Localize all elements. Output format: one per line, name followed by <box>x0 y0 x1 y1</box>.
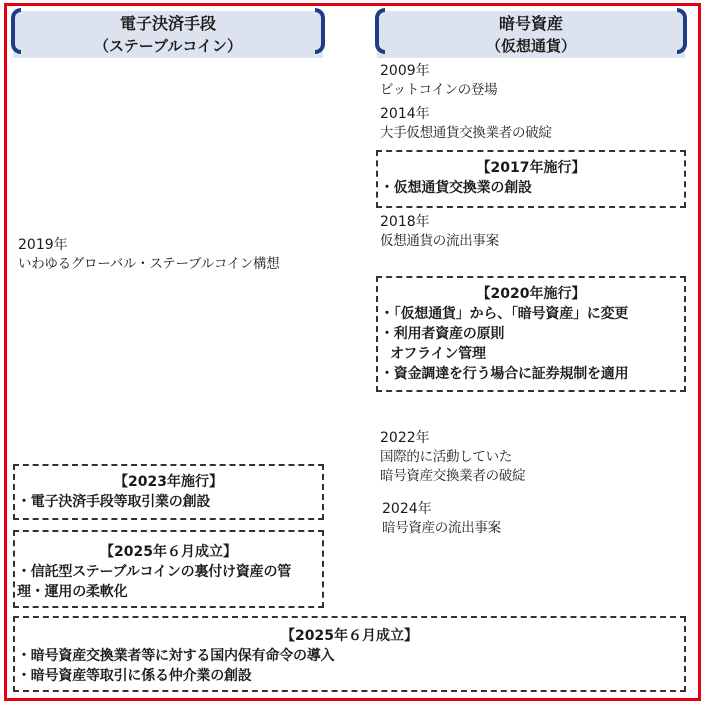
box-title: 【2023年施行】 <box>114 474 223 490</box>
box-item: オフライン管理 <box>390 346 486 362</box>
event-desc: 大手仮想通貨交換業者の破綻 <box>380 125 552 141</box>
box-item: ・電子決済手段等取引業の創設 <box>17 494 211 510</box>
left-bracket <box>11 8 21 54</box>
event-year: 2014年 <box>380 106 430 122</box>
box-item: ・暗号資産等取引に係る仲介業の創設 <box>17 668 252 684</box>
event-2024 <box>382 500 501 538</box>
right-bracket <box>315 8 325 54</box>
event-desc-line2: 暗号資産交換業者の破綻 <box>380 468 526 484</box>
header-stablecoin <box>13 11 323 58</box>
box-title: 【2017年施行】 <box>476 160 586 176</box>
right-bracket <box>677 8 687 54</box>
event-desc: 暗号資産の流出事案 <box>382 520 501 536</box>
event-2018 <box>380 213 499 251</box>
event-year: 2019年 <box>18 237 68 253</box>
header-crypto-title: 暗号資産 <box>498 14 563 33</box>
box-item: ・信託型ステーブルコインの裏付け資産の管 <box>17 564 292 580</box>
event-year: 2009年 <box>380 63 430 79</box>
box-item: ・「仮想通貨」から、「暗号資産」に変更 <box>380 306 629 322</box>
box-2025-june-enacted-crypto <box>13 616 686 692</box>
box-item: ・暗号資産交換業者等に対する国内保有命令の導入 <box>17 648 335 664</box>
event-2022 <box>380 429 525 486</box>
event-2014 <box>380 105 552 143</box>
event-2009 <box>380 62 497 100</box>
event-2019 <box>18 236 279 274</box>
header-crypto-subtitle: （仮想通貨） <box>485 37 576 55</box>
event-year: 2018年 <box>380 214 430 230</box>
box-item: ・利用者資産の原則 <box>380 326 505 342</box>
event-year: 2024年 <box>382 501 432 517</box>
header-crypto <box>377 11 685 58</box>
header-stablecoin-subtitle: （ステーブルコイン） <box>94 37 242 55</box>
header-stablecoin-title: 電子決済手段 <box>119 14 216 33</box>
event-desc: ビットコインの登場 <box>380 82 498 98</box>
box-title: 【2025年６月成立】 <box>100 544 237 560</box>
box-item: ・資金調達を行う場合に証券規制を適用 <box>380 366 629 382</box>
box-title: 【2025年６月成立】 <box>281 628 418 644</box>
box-2023-enforced <box>13 464 324 520</box>
box-item: 理・運用の柔軟化 <box>17 584 128 600</box>
box-2017-enforced <box>376 150 686 208</box>
box-item: ・仮想通貨交換業の創設 <box>380 180 532 196</box>
box-2020-enforced <box>376 276 686 392</box>
event-desc-line1: 国際的に活動していた <box>380 449 512 465</box>
box-title: 【2020年施行】 <box>476 286 586 302</box>
event-desc: いわゆるグローバル・ステーブルコイン構想 <box>18 256 280 272</box>
event-year: 2022年 <box>380 430 430 446</box>
box-2025-june-enacted-stablecoin <box>13 530 324 608</box>
left-bracket <box>375 8 385 54</box>
event-desc: 仮想通貨の流出事案 <box>380 233 499 249</box>
